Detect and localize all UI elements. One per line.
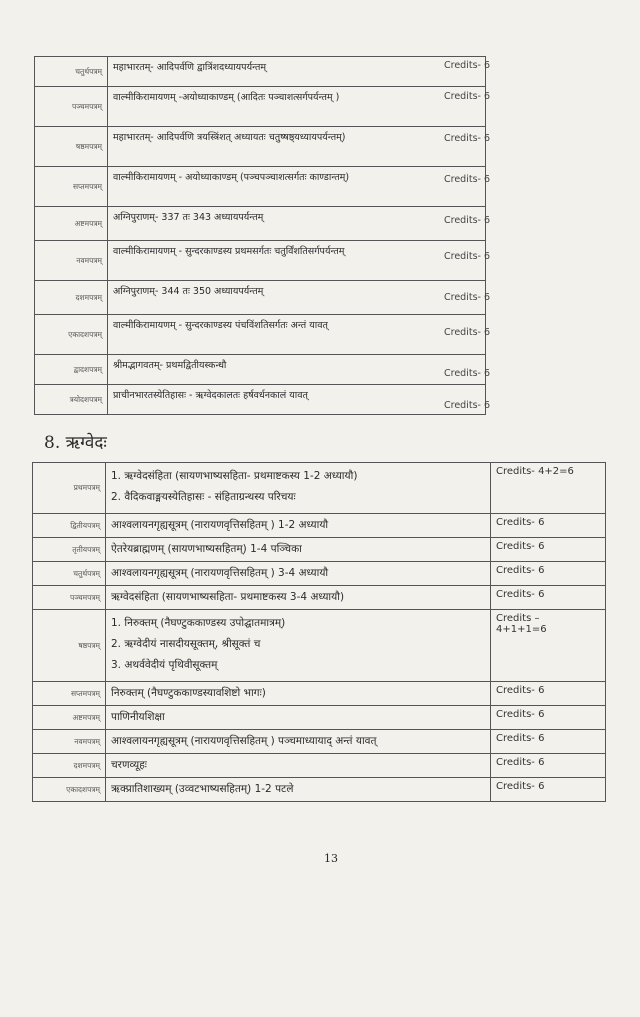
paper-label: दशमपत्रम्	[33, 754, 106, 778]
credits-cell: Credits – 4+1+1=6	[491, 610, 606, 682]
paper-content	[106, 778, 491, 802]
credits-label: Credits- 6	[444, 60, 491, 71]
paper-label: नवमपत्रम्	[33, 730, 106, 754]
table-row	[35, 167, 486, 207]
paper-content	[106, 562, 491, 586]
paper-label: नवमपत्रम्	[35, 241, 108, 281]
paper-content: वाल्मीकिरामायणम् - सुन्दरकाण्डस्य प्रथमसर्गतः चतुर्विंशतिसर्गपर्यन्तम्	[108, 241, 486, 281]
table-row	[33, 706, 606, 730]
paper-content: प्राचीनभारतस्येतिहासः - ऋग्वेदकालतः हर्षवर्धनकालं यावत्	[108, 385, 486, 415]
paper-label: सप्तमपत्रम्	[35, 167, 108, 207]
paper-content	[106, 754, 491, 778]
credits-cell: Credits- 6	[491, 586, 606, 610]
paper-content	[106, 682, 491, 706]
content-line: आश्वलायनगृह्यसूत्रम् (नारायणवृत्तिसहितम् ) 1-2 अध्यायौ	[111, 519, 329, 531]
credits-label: Credits- 6	[444, 250, 491, 262]
paper-label: द्वितीयपत्रम्	[33, 514, 106, 538]
content-line: पाणिनीयशिक्षा	[111, 711, 165, 723]
content-line: ऐतरेयब्राह्मणम् (सायणभाष्यसहितम्) 1-4 पञ्चिका	[111, 543, 302, 555]
paper-content	[106, 706, 491, 730]
table-row	[33, 682, 606, 706]
table-row	[33, 586, 606, 610]
credits-cell: Credits- 6	[491, 706, 606, 730]
paper-label: तृतीयपत्रम्	[33, 538, 106, 562]
paper-label: पञ्चमपत्रम्	[35, 87, 108, 127]
table-row	[33, 538, 606, 562]
table-row	[35, 315, 486, 355]
paper-label: त्रयोदशपत्रम्	[35, 385, 108, 415]
table-row	[35, 207, 486, 241]
content-line: 2. वैदिकवाङ्मयस्येतिहासः - संहिताग्रन्थस्य परिचयः	[111, 491, 296, 503]
paper-content: महाभारतम्- आदिपर्वणि द्वात्रिंशदध्यायपर्यन्तम्	[108, 57, 486, 87]
credits-cell: Credits- 6	[491, 514, 606, 538]
table-row	[35, 57, 486, 87]
content-line: ऋग्वेदसंहिता (सायणभाष्यसहिता- प्रथमाष्टकस्य 3-4 अध्यायौ)	[111, 591, 345, 603]
paper-label: षष्ठपत्रम्	[33, 610, 106, 682]
paper-label: एकादशपत्रम्	[33, 778, 106, 802]
credits-cell: Credits- 4+2=6	[491, 463, 606, 514]
paper-label: चतुर्थपत्रम्	[35, 57, 108, 87]
credits-cell: Credits- 6	[491, 682, 606, 706]
credits-cell: Credits- 6	[491, 562, 606, 586]
paper-label: प्रथमपत्रम्	[33, 463, 106, 514]
rigveda-syllabus-table	[32, 462, 606, 802]
content-line: चरणव्यूहः	[111, 759, 147, 771]
credits-label: Credits- 6	[444, 91, 491, 103]
content-line: आश्वलायनगृह्यसूत्रम् (नारायणवृत्तिसहितम् ) 3-4 अध्यायौ	[111, 567, 329, 579]
table-row	[35, 241, 486, 281]
page-number: 13	[324, 852, 338, 865]
credits-label: Credits- 6	[444, 173, 491, 185]
paper-label: चतुर्थपत्रम्	[33, 562, 106, 586]
paper-content: वाल्मीकिरामायणम् -अयोध्याकाण्डम् (आदितः पञ्चाशत्सर्गपर्यन्तम् )	[108, 87, 486, 127]
paper-label: पञ्चमपत्रम्	[33, 586, 106, 610]
table-row	[35, 385, 486, 415]
credits-cell: Credits- 6	[491, 730, 606, 754]
content-line: ऋक्प्रातिशाख्यम् (उव्वटभाष्यसहितम्) 1-2 पटले	[111, 783, 294, 795]
credits-label: Credits- 6	[444, 368, 491, 380]
paper-content	[106, 730, 491, 754]
credits-label: Credits- 6	[444, 132, 491, 144]
section-heading: 8. ऋग्वेदः	[44, 433, 107, 453]
paper-content	[106, 538, 491, 562]
paper-content	[106, 514, 491, 538]
content-line: 1. निरुक्तम् (नैघण्टुककाण्डस्य उपोद्घातमात्रम्)	[111, 617, 286, 629]
content-line: 3. अथर्ववेदीयं पृथिवीसूक्तम्	[111, 659, 218, 671]
paper-content: वाल्मीकिरामायणम् - अयोध्याकाण्डम् (पञ्चपञ्चाशत्सर्गतः काण्डान्तम्)	[108, 167, 486, 207]
table-row	[35, 355, 486, 385]
table-row	[33, 514, 606, 538]
table-row	[35, 127, 486, 167]
paper-label: सप्तमपत्रम्	[33, 682, 106, 706]
paper-label: अष्टमपत्रम्	[33, 706, 106, 730]
paper-content: अग्निपुराणम्- 344 तः 350 अध्यायपर्यन्तम्	[108, 281, 486, 315]
table-row	[33, 778, 606, 802]
table-row	[33, 562, 606, 586]
credits-label: Credits- 6	[444, 215, 491, 227]
credits-label: Credits- 6	[444, 291, 491, 303]
table-row	[35, 87, 486, 127]
credits-cell: Credits- 6	[491, 754, 606, 778]
credits-cell: Credits- 6	[491, 538, 606, 562]
paper-content	[106, 610, 491, 682]
paper-content	[106, 463, 491, 514]
content-line: 1. ऋग्वेदसंहिता (सायणभाष्यसहिता- प्रथमाष्टकस्य 1-2 अध्यायौ)	[111, 470, 358, 482]
paper-label: दशमपत्रम्	[35, 281, 108, 315]
upper-syllabus-table	[34, 56, 486, 415]
table-row	[35, 281, 486, 315]
credits-cell: Credits- 6	[491, 778, 606, 802]
credits-label: Credits- 6	[444, 399, 491, 411]
table-row	[33, 754, 606, 778]
paper-content: श्रीमद्भागवतम्- प्रथमद्वितीयस्कन्धौ	[108, 355, 486, 385]
credits-label: Credits- 6	[444, 327, 491, 339]
paper-content: अग्निपुराणम्- 337 तः 343 अध्यायपर्यन्तम्	[108, 207, 486, 241]
table-row	[33, 463, 606, 514]
content-line: आश्वलायनगृह्यसूत्रम् (नारायणवृत्तिसहितम् ) पञ्चमाध्यायाद् अन्तं यावत्	[111, 735, 377, 747]
table-row	[33, 610, 606, 682]
paper-content: महाभारतम्- आदिपर्वणि त्रयस्त्रिंशत् अध्यायतः चतुष्षष्ठ्यध्यायपर्यन्तम्)	[108, 127, 486, 167]
paper-label: द्वादशपत्रम्	[35, 355, 108, 385]
paper-content	[106, 586, 491, 610]
paper-label: एकादशपत्रम्	[35, 315, 108, 355]
paper-content: वाल्मीकिरामायणम् - सुन्दरकाण्डस्य पंचविंशतिसर्गतः अन्तं यावत्	[108, 315, 486, 355]
content-line: निरुक्तम् (नैघण्टुककाण्डस्यावशिष्टो भागः)	[111, 687, 266, 699]
content-line: 2. ऋग्वेदीयं नासदीयसूक्तम्, श्रीसूक्तं च	[111, 638, 261, 650]
paper-label: अष्टमपत्रम्	[35, 207, 108, 241]
table-row	[33, 730, 606, 754]
paper-label: षष्ठमपत्रम्	[35, 127, 108, 167]
